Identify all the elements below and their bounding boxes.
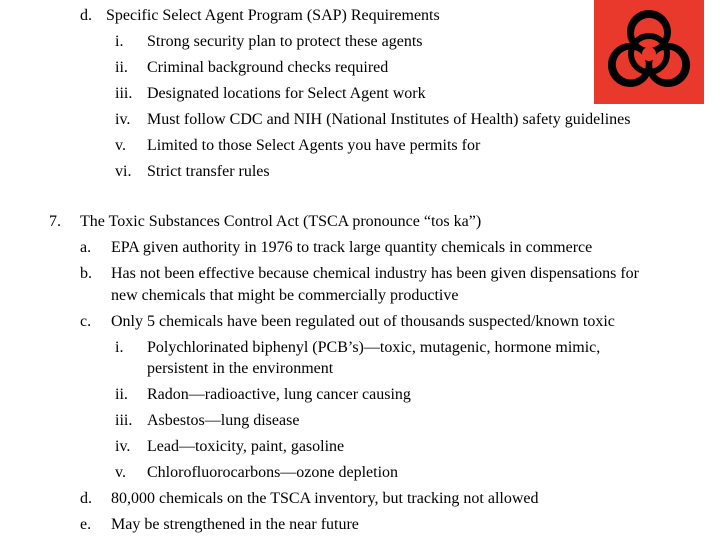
tsca-d-marker: d. [80,490,92,507]
sap-item-text: Strong security plan to protect these agents [147,33,423,50]
chemical-item-marker: iii. [115,412,133,429]
sap-item-marker: v. [115,137,126,154]
biohazard-symbol-image [594,0,704,104]
sap-item-text: Criminal background checks required [147,59,389,76]
tsca-c-marker: c. [80,313,92,330]
chemical-item-marker: v. [115,464,126,481]
sap-item-marker: iii. [115,85,133,102]
sap-item-marker: iv. [115,111,131,128]
chemical-item-text-line1: Polychlorinated biphenyl (PCB’s)—toxic, mutagenic, hormone mimic, [147,339,601,356]
section-d-marker: d. [80,7,92,24]
sap-item-text: Must follow CDC and NIH (National Institutes of Health) safety guidelines [147,111,631,128]
chemical-item-text: Chlorofluorocarbons—ozone depletion [147,464,399,481]
tsca-d-text: 80,000 chemicals on the TSCA inventory, but tracking not allowed [111,490,539,507]
sap-item-text: Limited to those Select Agents you have permits for [147,137,481,154]
sap-item-marker: vi. [115,163,132,180]
section-7-marker: 7. [49,213,61,230]
tsca-a-text: EPA given authority in 1976 to track large quantity chemicals in commerce [111,239,593,256]
tsca-b-text-line1: Has not been effective because chemical industry has been given dispensations for [111,265,639,282]
section-d-title: Specific Select Agent Program (SAP) Requirements [106,7,440,24]
chemical-item-text: Asbestos—lung disease [147,412,300,429]
chemical-item-text: Radon—radioactive, lung cancer causing [147,386,411,403]
section-7-title: The Toxic Substances Control Act (TSCA pronounce “tos ka”) [80,213,482,230]
tsca-e-text: May be strengthened in the near future [111,516,359,533]
chemical-item-text-line2: persistent in the environment [147,360,334,377]
chemical-item-marker: ii. [115,386,128,403]
sap-item-text: Strict transfer rules [147,163,270,180]
chemical-item-text: Lead—toxicity, paint, gasoline [147,438,345,455]
sap-item-marker: ii. [115,59,128,76]
sap-item-text: Designated locations for Select Agent work [147,85,426,102]
chemical-item-marker: i. [115,339,124,356]
sap-item-marker: i. [115,33,124,50]
tsca-b-marker: b. [80,265,92,282]
tsca-a-marker: a. [80,239,92,256]
tsca-b-text-line2: new chemicals that might be commercially productive [111,287,459,304]
tsca-c-text: Only 5 chemicals have been regulated out of thousands suspected/known toxic [111,313,615,330]
chemical-item-marker: iv. [115,438,131,455]
tsca-e-marker: e. [80,516,92,533]
